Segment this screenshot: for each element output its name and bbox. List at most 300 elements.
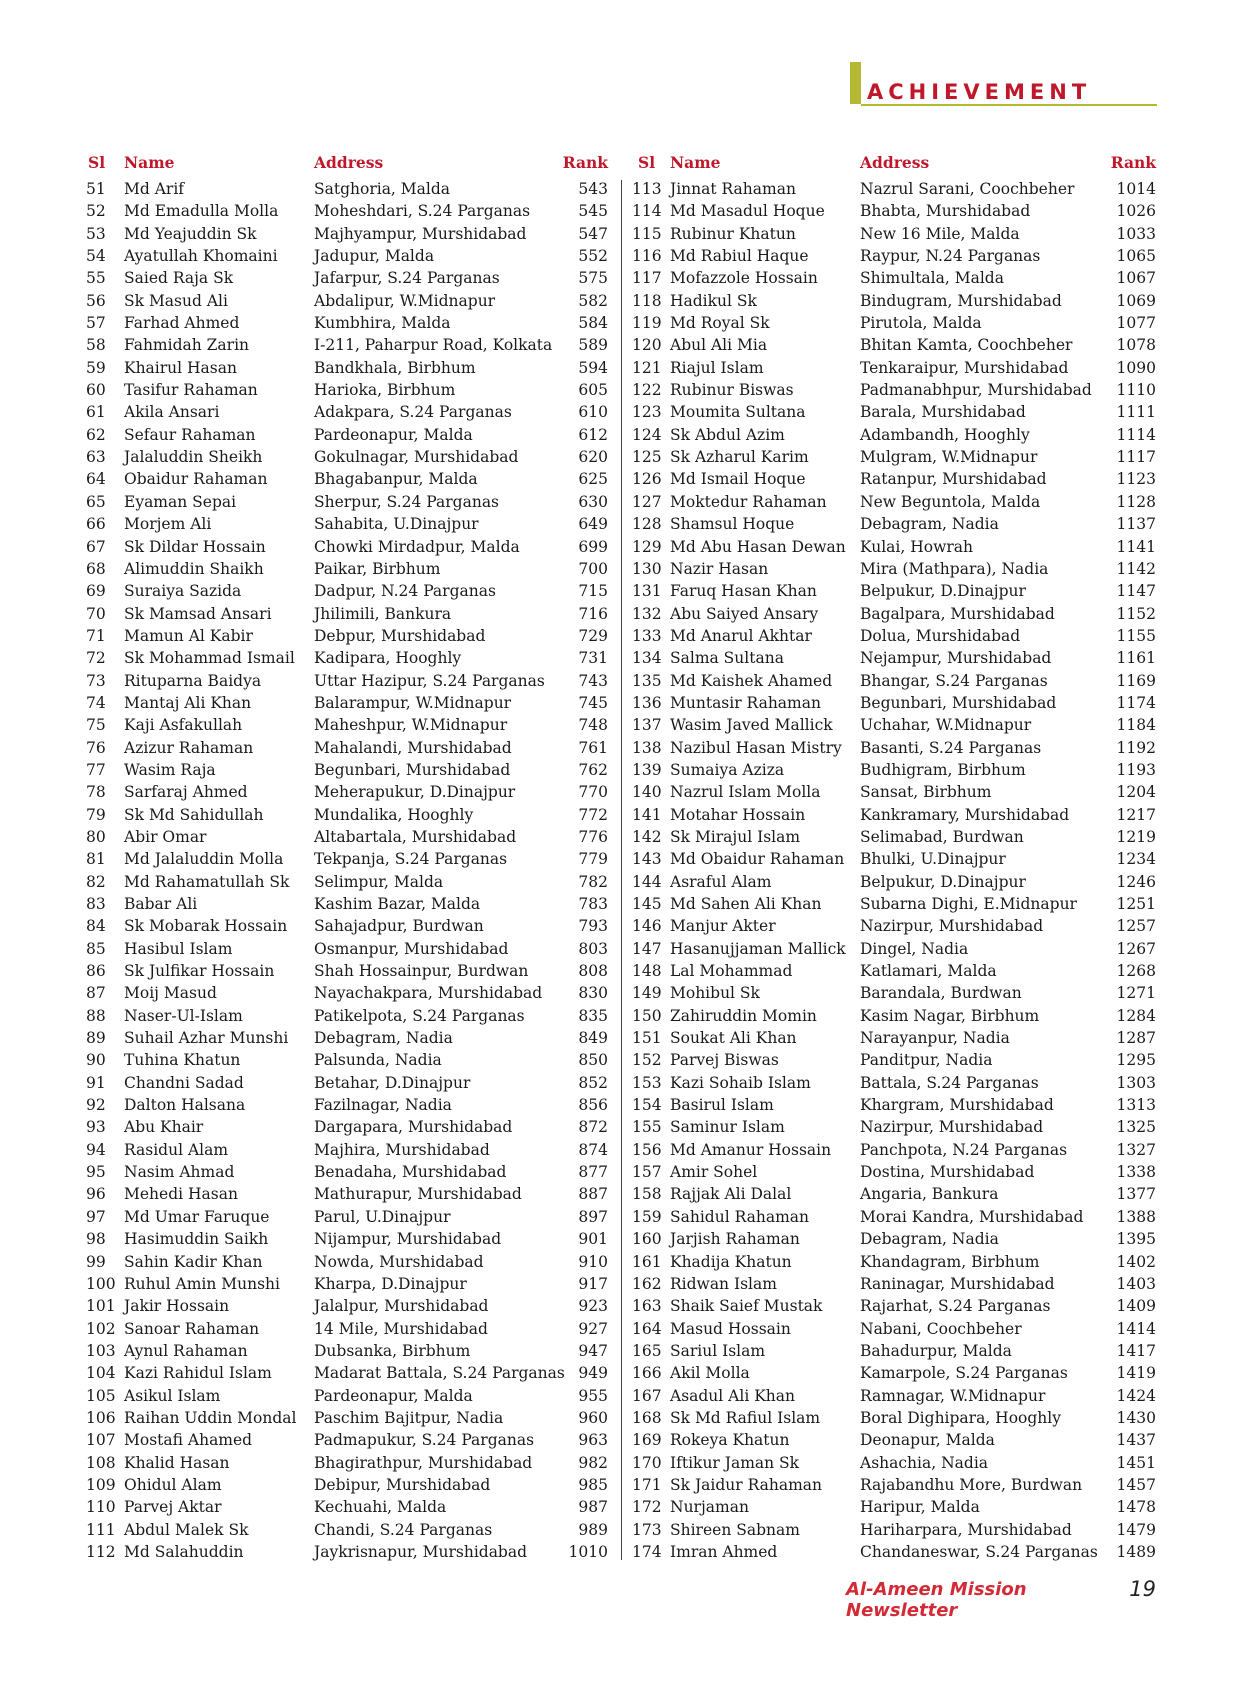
row-rank: 575 [578,269,608,288]
row-address: Debipur, Murshidabad [314,1475,491,1494]
row-name: Imran Ahmed [670,1542,778,1561]
table-row [86,536,608,558]
row-name: Naser-Ul-Islam [124,1006,243,1025]
row-name: Hadikul Sk [670,291,757,310]
row-address: Chowki Mirdadpur, Malda [314,537,520,556]
table-row [86,580,608,602]
row-rank: 1430 [1116,1408,1156,1427]
row-address: Fazilnagar, Nadia [314,1096,452,1115]
row-sl: 157 [632,1163,662,1182]
row-rank: 779 [578,850,608,869]
row-address: Paikar, Birbhum [314,559,441,578]
table-row [632,1474,1156,1496]
row-name: Jakir Hossain [124,1297,230,1316]
table-row [632,781,1156,803]
row-sl: 71 [86,626,106,645]
row-address: Ashachia, Nadia [860,1453,989,1472]
row-address: Bindugram, Murshidabad [860,291,1062,310]
row-name: Masud Hossain [670,1319,791,1338]
row-rank: 630 [578,492,608,511]
row-rank: 830 [578,984,608,1003]
row-rank: 1451 [1116,1453,1156,1472]
table-row [632,982,1156,1004]
row-address: Begunbari, Murshidabad [314,760,511,779]
row-address: Chandaneswar, S.24 Parganas [860,1542,1098,1561]
row-name: Mohibul Sk [670,984,760,1003]
table-row [86,804,608,826]
row-name: Md Amanur Hossain [670,1140,832,1159]
table-row [632,1273,1156,1295]
row-name: Babar Ali [124,895,198,913]
row-rank: 987 [578,1498,608,1517]
row-name: Suhail Azhar Munshi [124,1029,289,1048]
row-name: Sk Mirajul Islam [670,827,801,846]
row-rank: 1204 [1116,783,1156,802]
row-address: Nabani, Coochbeher [860,1319,1022,1338]
row-address: Jafarpur, S.24 Parganas [314,269,500,288]
row-address: Mira (Mathpara), Nadia [860,559,1049,578]
row-address: Adambandh, Hooghly [860,425,1030,444]
row-rank: 1152 [1116,604,1156,623]
row-sl: 52 [86,202,106,221]
row-sl: 165 [632,1341,662,1360]
table-row [632,1116,1156,1138]
row-sl: 76 [86,738,106,757]
row-address: Katlamari, Malda [860,962,997,981]
row-name: Manjur Akter [670,917,776,936]
table-row [632,580,1156,602]
table-row [86,200,608,222]
row-rank: 543 [578,180,608,198]
header-underline [861,104,1157,106]
row-rank: 1327 [1116,1140,1156,1159]
row-name: Tasifur Rahaman [124,381,258,400]
row-sl: 141 [632,805,662,824]
row-address: Dubsanka, Birbhum [314,1341,471,1360]
row-sl: 97 [86,1207,106,1226]
row-name: Sk Mobarak Hossain [124,917,288,936]
row-sl: 69 [86,582,106,601]
row-sl: 169 [632,1431,662,1450]
row-address: Debagram, Nadia [860,1230,999,1249]
row-address: Kechuahi, Malda [314,1498,447,1517]
row-name: Saied Raja Sk [124,269,234,288]
row-name: Rituparna Baidya [124,671,262,690]
table-row [632,826,1156,848]
row-sl: 158 [632,1185,662,1204]
table-row [86,1429,608,1451]
table-row [86,424,608,446]
row-name: Parvej Aktar [124,1498,222,1517]
row-sl: 73 [86,671,106,690]
row-sl: 120 [632,336,662,355]
row-address: Moheshdari, S.24 Parganas [314,202,531,221]
row-sl: 152 [632,1051,662,1070]
row-name: Iftikur Jaman Sk [670,1453,800,1472]
row-name: Mostafi Ahamed [124,1431,253,1450]
row-address: Barandala, Burdwan [860,984,1022,1003]
row-name: Md Obaidur Rahaman [670,850,845,869]
table-row [632,468,1156,490]
row-sl: 113 [632,180,662,198]
row-rank: 872 [578,1118,608,1137]
table-row [86,1183,608,1205]
row-name: Md Arif [124,180,185,198]
row-sl: 89 [86,1029,106,1048]
table-row [86,1295,608,1317]
row-name: Fahmidah Zarin [124,336,250,355]
row-name: Sariul Islam [670,1341,766,1360]
row-name: Akila Ansari [124,403,220,422]
row-address: Selimabad, Burdwan [860,827,1024,846]
row-address: Bhagirathpur, Murshidabad [314,1453,533,1472]
row-sl: 106 [86,1408,116,1427]
row-rank: 1078 [1116,336,1156,355]
row-name: Suraiya Sazida [124,582,242,601]
table-row [86,379,608,401]
row-address: Uttar Hazipur, S.24 Parganas [314,671,545,690]
table-row [632,536,1156,558]
row-address: I-211, Paharpur Road, Kolkata [314,336,553,355]
row-sl: 117 [632,269,662,288]
section-title: ACHIEVEMENT [867,80,1092,104]
row-sl: 140 [632,783,662,802]
row-address: Jadupur, Malda [314,247,435,266]
table-row [632,491,1156,513]
row-name: Sk Dildar Hossain [124,537,266,556]
row-name: Ayatullah Khomaini [124,247,278,266]
row-sl: 174 [632,1542,662,1561]
row-name: Khadija Khatun [670,1252,792,1271]
table-row [632,312,1156,334]
row-rank: 1114 [1116,425,1156,444]
row-name: Ohidul Alam [124,1475,222,1494]
row-address: Nazirpur, Murshidabad [860,917,1044,936]
row-address: Rajarhat, S.24 Parganas [860,1297,1051,1316]
row-sl: 56 [86,291,106,310]
row-address: Kulai, Howrah [860,537,973,556]
row-sl: 136 [632,693,662,712]
row-sl: 77 [86,760,106,779]
row-name: Mantaj Ali Khan [124,693,252,712]
row-sl: 103 [86,1341,116,1360]
row-rank: 700 [578,559,608,578]
row-name: Sk Md Sahidullah [124,805,264,824]
row-address: Khargram, Murshidabad [860,1096,1054,1115]
newsletter-name: Al-Ameen Mission Newsletter [846,1579,1027,1621]
table-row [632,1340,1156,1362]
row-name: Ruhul Amin Munshi [124,1274,280,1293]
table-row [632,1519,1156,1541]
row-address: Satghoria, Malda [314,180,451,198]
row-address: Nowda, Murshidabad [314,1252,484,1271]
row-rank: 1424 [1116,1386,1156,1405]
row-name: Lal Mohammad [670,962,793,981]
row-sl: 137 [632,716,662,735]
row-rank: 1284 [1116,1006,1156,1025]
row-name: Md Salahuddin [124,1542,244,1561]
row-address: Jaykrisnapur, Murshidabad [314,1542,528,1561]
table-row [86,759,608,781]
row-sl: 134 [632,649,662,668]
row-sl: 109 [86,1475,116,1494]
row-address: Belpukur, D.Dinajpur [860,582,1026,601]
header-address: Address [314,153,384,172]
row-address: Kasim Nagar, Birbhum [860,1006,1040,1025]
row-rank: 1395 [1116,1230,1156,1249]
table-row [86,737,608,759]
row-address: Bhulki, U.Dinajpur [860,850,1006,869]
row-sl: 94 [86,1140,106,1159]
row-address: Chandi, S.24 Parganas [314,1520,493,1539]
row-name: Jalaluddin Sheikh [124,448,263,467]
row-rank: 1090 [1116,358,1156,377]
row-address: Majhyampur, Murshidabad [314,224,527,243]
row-address: Maheshpur, W.Midnapur [314,716,508,735]
row-sl: 59 [86,358,106,377]
row-sl: 85 [86,939,106,958]
table-row [632,1318,1156,1340]
row-sl: 92 [86,1096,106,1115]
row-rank: 1142 [1116,559,1156,578]
row-address: Mulgram, W.Midnapur [860,448,1038,467]
row-address: Bhangar, S.24 Parganas [860,671,1048,690]
row-sl: 101 [86,1297,116,1316]
row-rank: 1141 [1116,537,1156,556]
header-name: Name [670,153,721,172]
row-name: Md Abu Hasan Dewan [670,537,846,556]
row-rank: 582 [578,291,608,310]
table-row [632,1407,1156,1429]
table-row [632,357,1156,379]
row-sl: 75 [86,716,106,735]
row-sl: 124 [632,425,662,444]
row-sl: 61 [86,403,106,422]
row-rank: 963 [578,1431,608,1450]
row-rank: 985 [578,1475,608,1494]
table-row [632,1161,1156,1183]
table-row [632,1027,1156,1049]
row-rank: 584 [578,314,608,333]
row-name: Nazir Hasan [670,559,769,578]
row-rank: 1219 [1116,827,1156,846]
row-address: Belpukur, D.Dinajpur [860,872,1026,891]
table-row [86,1362,608,1384]
header-sl: Sl [88,153,106,172]
row-sl: 114 [632,202,662,221]
row-rank: 1184 [1116,716,1156,735]
row-name: Sk Abdul Azim [670,425,785,444]
row-rank: 917 [578,1274,608,1293]
row-address: Mathurapur, Murshidabad [314,1185,522,1204]
row-address: Bagalpara, Murshidabad [860,604,1055,623]
row-rank: 1325 [1116,1118,1156,1137]
row-sl: 153 [632,1073,662,1092]
table-row [86,446,608,468]
row-name: Md Masadul Hoque [670,202,825,221]
table-row [632,871,1156,893]
row-rank: 731 [578,649,608,668]
row-sl: 90 [86,1051,106,1070]
row-rank: 761 [578,738,608,757]
row-name: Md Kaishek Ahamed [670,671,833,690]
row-name: Wasim Raja [124,760,216,779]
row-sl: 131 [632,582,662,601]
row-address: Panditpur, Nadia [860,1051,993,1070]
table-row [86,1541,608,1563]
row-address: Panchpota, N.24 Parganas [860,1140,1068,1159]
row-address: Sansat, Birbhum [860,783,992,802]
table-row [86,1072,608,1094]
right-table [632,150,1156,1563]
row-address: Raninagar, Murshidabad [860,1274,1055,1293]
row-name: Nasim Ahmad [124,1163,235,1182]
row-address: Patikelpota, S.24 Parganas [314,1006,525,1025]
row-rank: 901 [578,1230,608,1249]
row-rank: 1403 [1116,1274,1156,1293]
table-row [86,1206,608,1228]
row-address: Nijampur, Murshidabad [314,1230,502,1249]
row-sl: 161 [632,1252,662,1271]
row-name: Akil Molla [670,1364,750,1383]
row-sl: 107 [86,1431,116,1450]
row-rank: 1065 [1116,247,1156,266]
row-address: Majhira, Murshidabad [314,1140,490,1159]
row-rank: 1193 [1116,760,1156,779]
row-address: Shimultala, Malda [860,269,1004,288]
row-rank: 772 [578,805,608,824]
table-row [632,290,1156,312]
row-address: Bhagabanpur, Malda [314,470,478,489]
row-address: Bhabta, Murshidabad [860,202,1031,221]
row-rank: 743 [578,671,608,690]
row-rank: 1313 [1116,1096,1156,1115]
header-rank: Rank [562,153,608,172]
row-sl: 111 [86,1520,116,1539]
table-row [86,1161,608,1183]
row-address: Morai Kandra, Murshidabad [860,1207,1084,1226]
row-rank: 552 [578,247,608,266]
row-sl: 57 [86,314,106,333]
table-row [86,178,608,200]
table-row [86,625,608,647]
row-name: Muntasir Rahaman [670,693,821,712]
table-row [86,312,608,334]
table-row [632,625,1156,647]
row-rank: 1437 [1116,1431,1156,1450]
row-sl: 104 [86,1364,116,1383]
row-sl: 98 [86,1230,106,1249]
table-row [632,1094,1156,1116]
table-row [86,1474,608,1496]
table-row [86,781,608,803]
table-row [86,1228,608,1250]
row-rank: 1155 [1116,626,1156,645]
row-name: Salma Sultana [670,649,784,668]
row-name: Sarfaraj Ahmed [124,783,248,802]
table-row [86,1049,608,1071]
row-name: Aynul Rahaman [124,1341,248,1360]
row-name: Sk Azharul Karim [670,448,809,467]
row-address: Gokulnagar, Murshidabad [314,448,519,467]
row-rank: 1014 [1116,180,1156,198]
row-name: Sk Mamsad Ansari [124,604,272,623]
row-rank: 1251 [1116,895,1156,913]
table-row [86,1139,608,1161]
row-sl: 53 [86,224,106,243]
row-name: Md Emadulla Molla [124,202,279,221]
table-row [86,647,608,669]
row-name: Rajjak Ali Dalal [670,1185,792,1204]
row-sl: 144 [632,872,662,891]
row-address: Narayanpur, Nadia [860,1029,1010,1048]
row-rank: 776 [578,827,608,846]
row-address: Uchahar, W.Midnapur [860,716,1032,735]
table-row [86,1385,608,1407]
row-rank: 955 [578,1386,608,1405]
row-rank: 947 [578,1341,608,1360]
table-row [632,1452,1156,1474]
row-address: Hariharpara, Murshidabad [860,1520,1072,1539]
row-address: Kankramary, Murshidabad [860,805,1070,824]
row-address: Nazirpur, Murshidabad [860,1118,1044,1137]
row-name: Hasibul Islam [124,939,233,958]
row-address: Dingel, Nadia [860,939,969,958]
row-rank: 1033 [1116,224,1156,243]
row-name: Abdul Malek Sk [124,1520,249,1539]
row-rank: 1409 [1116,1297,1156,1316]
row-sl: 66 [86,515,106,534]
table-row [86,468,608,490]
row-sl: 51 [86,180,106,198]
table-row [632,223,1156,245]
row-address: Benadaha, Murshidabad [314,1163,507,1182]
row-address: Kashim Bazar, Malda [314,895,481,913]
row-sl: 154 [632,1096,662,1115]
table-row [632,200,1156,222]
row-address: Tekpanja, S.24 Parganas [314,850,508,869]
row-address: Betahar, D.Dinajpur [314,1073,471,1092]
row-name: Md Sahen Ali Khan [670,895,822,913]
row-address: Begunbari, Murshidabad [860,693,1057,712]
row-rank: 1077 [1116,314,1156,333]
table-row [86,1116,608,1138]
row-sl: 93 [86,1118,106,1137]
row-rank: 835 [578,1006,608,1025]
table-row [86,334,608,356]
row-sl: 81 [86,850,106,869]
row-sl: 160 [632,1230,662,1249]
row-sl: 105 [86,1386,116,1405]
row-address: Abdalipur, W.Midnapur [314,291,496,310]
row-rank: 625 [578,470,608,489]
table-row [86,1340,608,1362]
table-row [86,357,608,379]
row-rank: 874 [578,1140,608,1159]
table-row [632,1005,1156,1027]
row-address: Kamarpole, S.24 Parganas [860,1364,1068,1383]
row-rank: 877 [578,1163,608,1182]
row-name: Abu Khair [124,1118,204,1137]
row-name: Jarjish Rahaman [670,1230,800,1249]
table-row [632,670,1156,692]
header-address: Address [860,153,930,172]
table-row [632,1429,1156,1451]
row-sl: 167 [632,1386,662,1405]
table-row [86,1318,608,1340]
row-name: Mehedi Hasan [124,1185,238,1204]
row-rank: 782 [578,872,608,891]
